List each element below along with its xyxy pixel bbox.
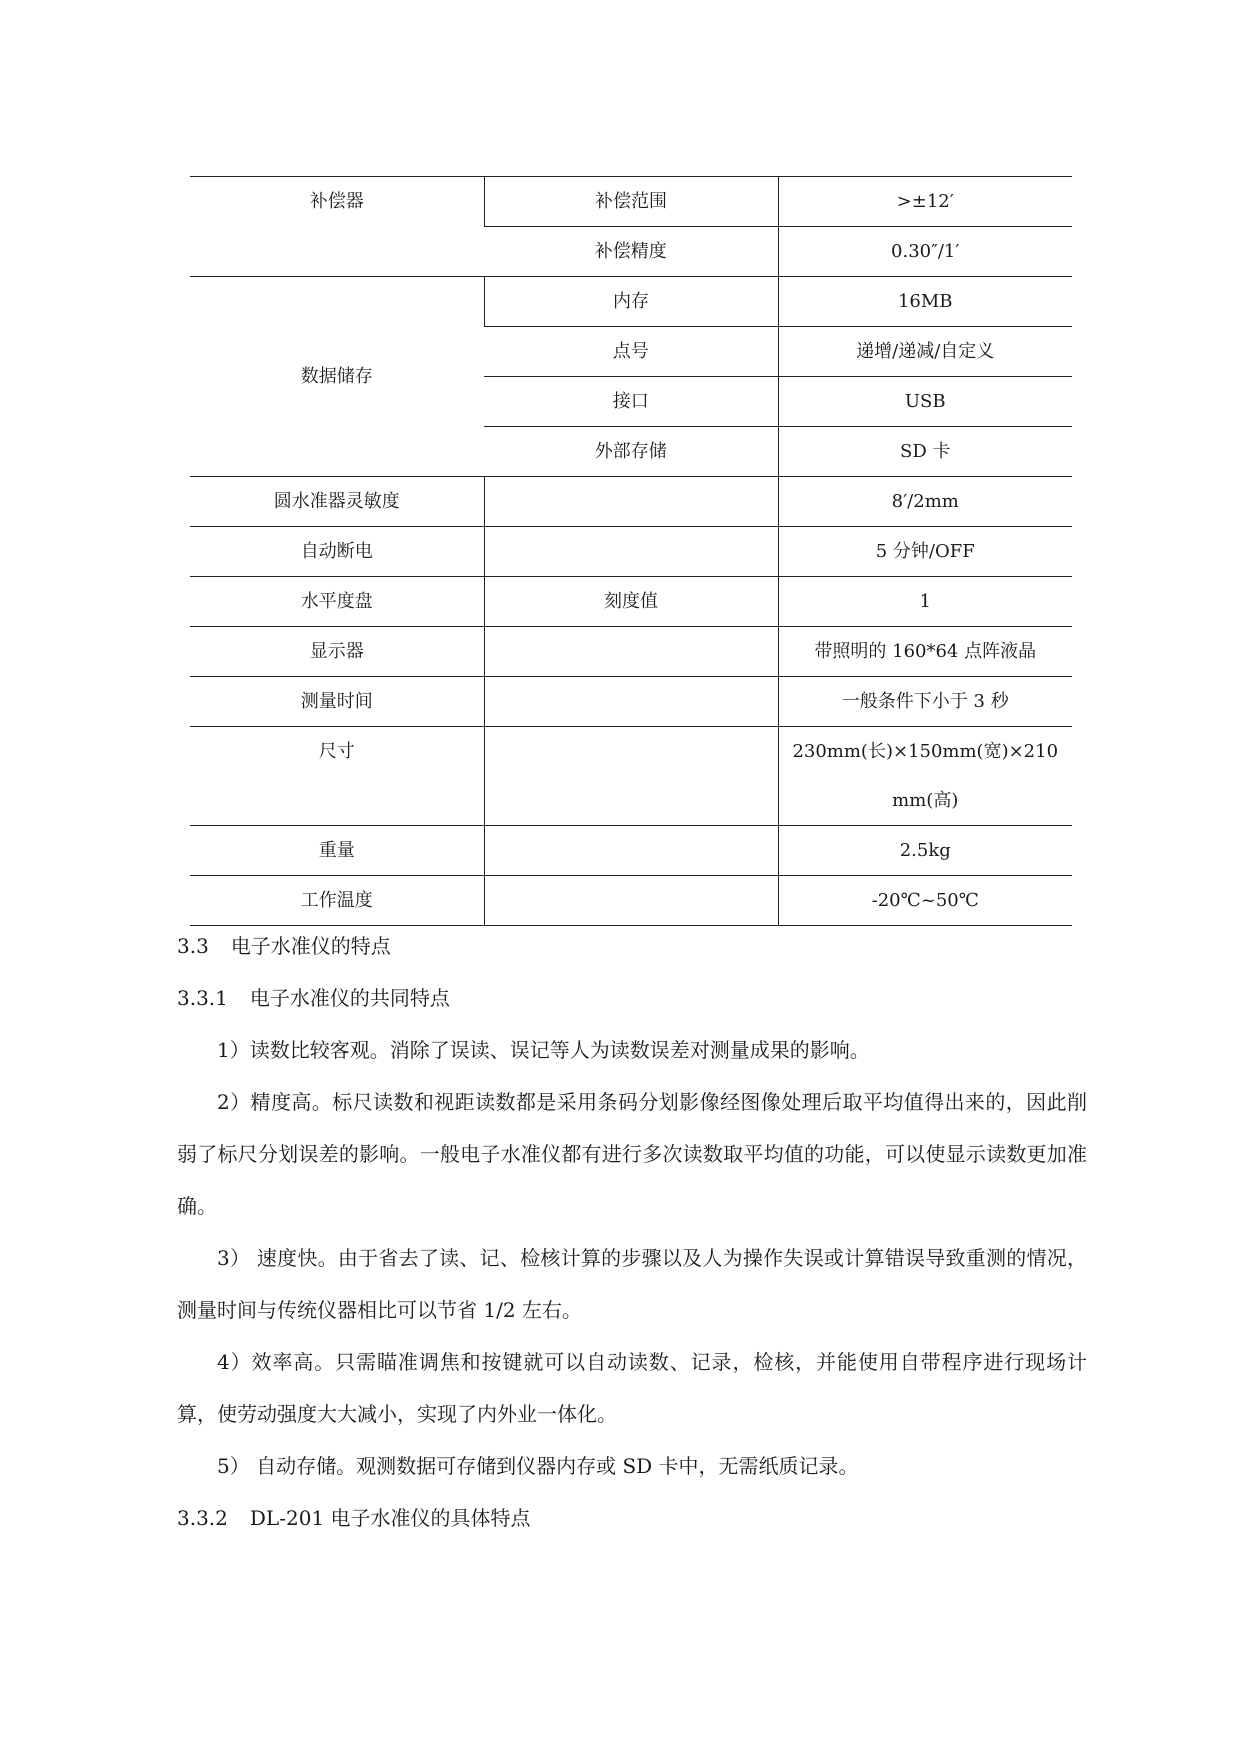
spec-value: 16MB: [778, 277, 1072, 327]
section-heading-3-3: [177, 920, 1087, 972]
spec-group: 重量: [190, 826, 484, 876]
spec-item: [484, 826, 778, 876]
paragraph: 3） 速度快。由于省去了读、记、检核计算的步骤以及人为操作失误或计算错误导致重测的情况，测量时间与传统仪器相比可以节省 1/2 左右。: [177, 1246, 1087, 1322]
spec-item: [484, 727, 778, 826]
spec-item: 点号: [484, 327, 778, 377]
section-title: 电子水准仪的特点: [230, 934, 391, 958]
spec-value: -20℃~50℃: [778, 876, 1072, 926]
spec-table: [190, 176, 1072, 926]
spec-item: [484, 876, 778, 926]
spec-group: 测量时间: [190, 677, 484, 727]
paragraph: 2）精度高。标尺读数和视距读数都是采用条码分划影像经图像处理后取平均值得出来的，因此削弱了标尺分划误差的影响。一般电子水准仪都有进行多次读数取平均值的功能，可以使显示读数更加准确。: [177, 1090, 1087, 1218]
spec-group: 工作温度: [190, 876, 484, 926]
spec-item: [484, 627, 778, 677]
spec-value: 1: [778, 577, 1072, 627]
spec-group: 补偿器: [190, 177, 484, 277]
section-number: 3.3.1: [177, 986, 228, 1010]
spec-value: >±12′: [778, 177, 1072, 227]
table-row: [190, 826, 1072, 876]
spec-value: 8′/2mm: [778, 477, 1072, 527]
spec-item: [484, 677, 778, 727]
spec-group: 自动断电: [190, 527, 484, 577]
spec-value: 0.30″/1′: [778, 227, 1072, 277]
spec-value: 5 分钟/OFF: [778, 527, 1072, 577]
paragraph: 5） 自动存储。观测数据可存储到仪器内存或 SD 卡中，无需纸质记录。: [217, 1454, 859, 1478]
body-text: [177, 920, 1087, 1544]
spec-value: 一般条件下小于 3 秒: [778, 677, 1072, 727]
section-heading-3-3-2: [177, 1492, 1087, 1544]
spec-group: 圆水准器灵敏度: [190, 477, 484, 527]
spec-value: USB: [778, 377, 1072, 427]
spec-group: 显示器: [190, 627, 484, 677]
spec-group: 尺寸: [190, 727, 484, 826]
table-row: [190, 727, 1072, 826]
spec-item: 补偿范围: [484, 177, 778, 227]
table-row: [190, 177, 1072, 227]
spec-value: 递增/递减/自定义: [778, 327, 1072, 377]
spec-item: [484, 527, 778, 577]
spec-item: 接口: [484, 377, 778, 427]
spec-group: 数据储存: [190, 277, 484, 477]
table-row: [190, 277, 1072, 327]
spec-value: 230mm(长)×150mm(宽)×210mm(高): [778, 727, 1072, 826]
table-row: [190, 527, 1072, 577]
spec-item: 补偿精度: [484, 227, 778, 277]
spec-item: 外部存储: [484, 427, 778, 477]
spec-value: 2.5kg: [778, 826, 1072, 876]
spec-group: 水平度盘: [190, 577, 484, 627]
table-row: [190, 627, 1072, 677]
paragraph: 1）读数比较客观。消除了误读、误记等人为读数误差对测量成果的影响。: [217, 1038, 870, 1062]
table-row: [190, 477, 1072, 527]
paragraph: 4）效率高。只需瞄准调焦和按键就可以自动读数、记录，检核，并能使用自带程序进行现场计算，使劳动强度大大减小，实现了内外业一体化。: [177, 1350, 1087, 1426]
section-heading-3-3-1: [177, 972, 1087, 1024]
section-number: 3.3.2: [177, 1506, 228, 1530]
table-row: [190, 677, 1072, 727]
table-row: [190, 876, 1072, 926]
section-title: DL-201 电子水准仪的具体特点: [249, 1506, 531, 1530]
section-title: 电子水准仪的共同特点: [249, 986, 450, 1010]
spec-value: SD 卡: [778, 427, 1072, 477]
spec-item: 刻度值: [484, 577, 778, 627]
table-row: [190, 577, 1072, 627]
spec-value: 带照明的 160*64 点阵液晶: [778, 627, 1072, 677]
spec-item: [484, 477, 778, 527]
section-number: 3.3: [177, 934, 209, 958]
spec-item: 内存: [484, 277, 778, 327]
